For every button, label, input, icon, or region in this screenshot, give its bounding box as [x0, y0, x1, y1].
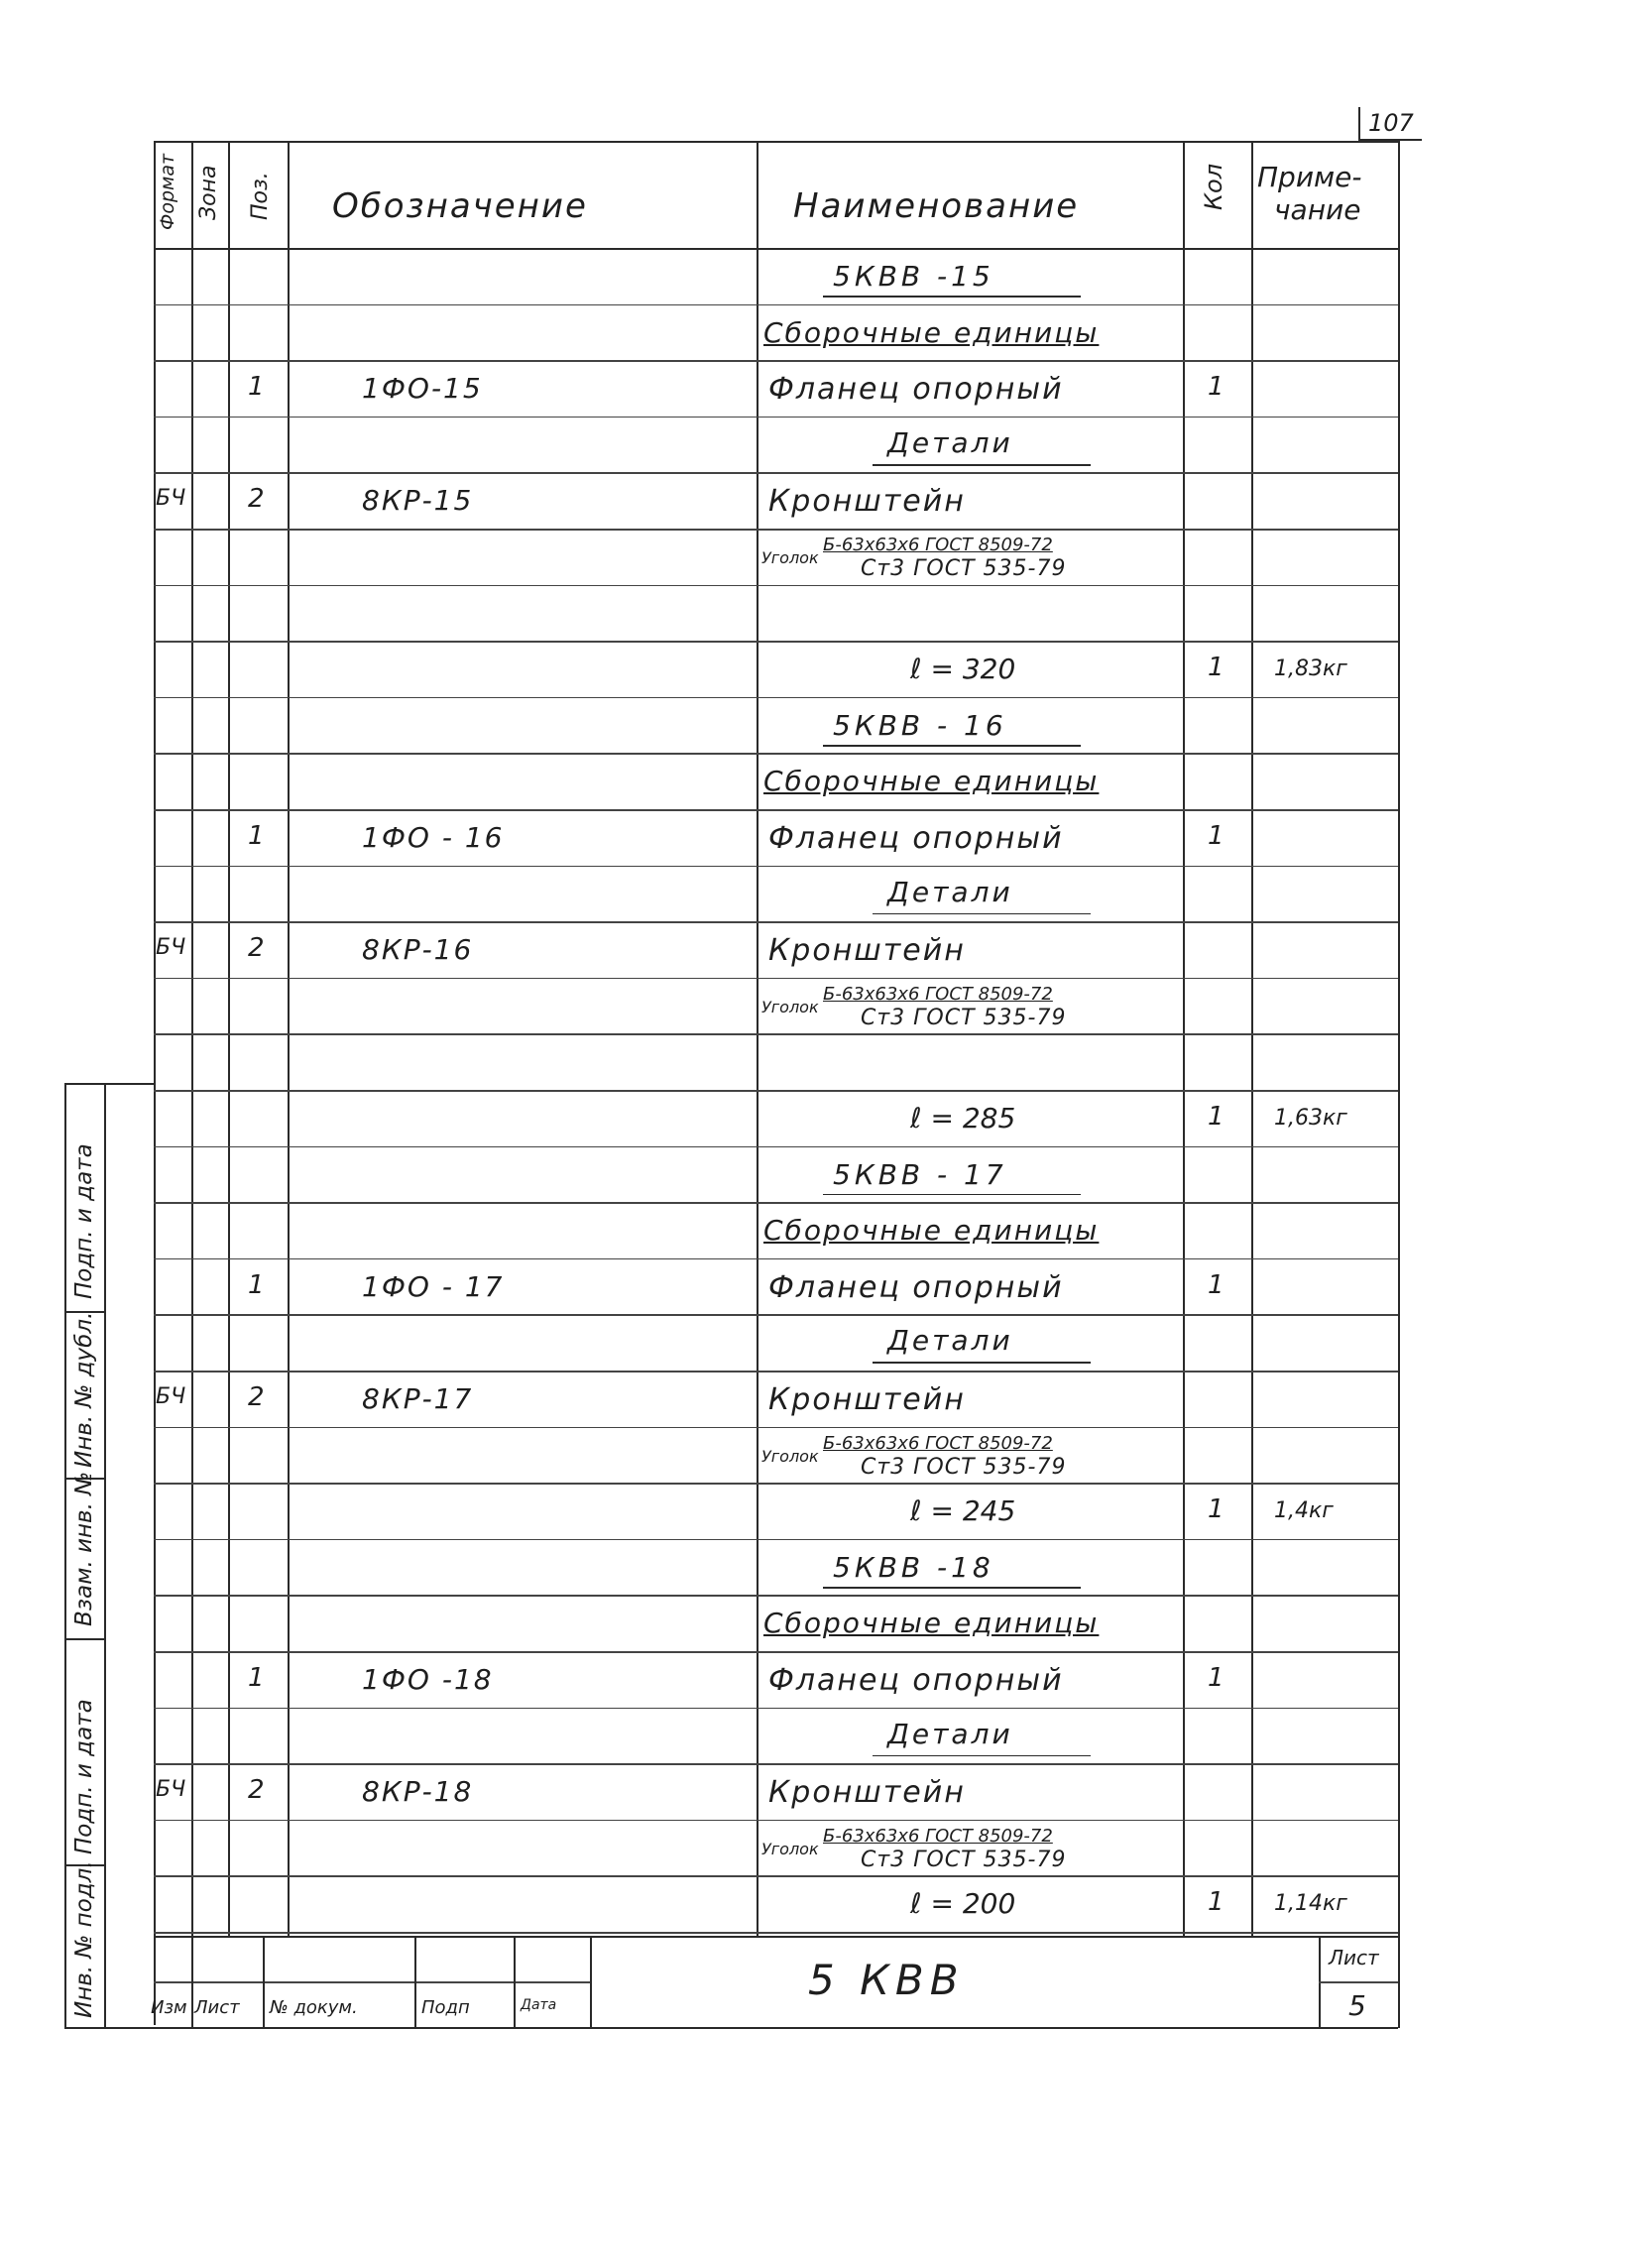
side-label-dup-inv: Инв. № дубл.	[71, 1311, 97, 1468]
pos-cell: 2	[248, 933, 265, 964]
section-heading: Сборочные единицы	[763, 315, 1100, 349]
tb-div-3	[414, 1936, 416, 2027]
designation-cell: 8КР-18	[362, 1775, 474, 1809]
tb-label-sign: Подп	[421, 1997, 470, 2018]
spec-row	[0, 1316, 1633, 1373]
spec-row	[0, 250, 1633, 306]
spec-row	[0, 1260, 1633, 1317]
material-gost: Б-63х63х6 ГОСТ 8509-72	[823, 535, 1053, 555]
side-strip-left	[64, 1083, 66, 2027]
tb-label-sheet: Лист	[194, 1997, 240, 2018]
assembly-title: 5КВВ -18	[833, 1550, 994, 1584]
side-strip-bottom	[64, 2027, 154, 2029]
side-label-replace-inv: Взам. инв. №	[71, 1471, 97, 1626]
material-gost: Б-63х63х6 ГОСТ 8509-72	[823, 1825, 1053, 1847]
name-cell: Кронштейн	[768, 484, 966, 520]
tb-div-4	[514, 1936, 516, 2027]
title-block-top	[154, 1936, 1398, 1938]
assembly-title: 5КВВ - 16	[833, 708, 1007, 742]
designation-cell: 1ФО -18	[362, 1663, 494, 1696]
material-prefix: Уголок	[761, 548, 819, 567]
designation-cell: 8КР-16	[362, 933, 474, 967]
qty-cell: 1	[1208, 653, 1225, 683]
material-prefix: Уголок	[761, 1839, 819, 1858]
header-note-line2: чание	[1274, 193, 1361, 226]
note-cell: 1,63кг	[1274, 1106, 1347, 1131]
material-steel: Ст3 ГОСТ 535-79	[861, 1454, 1067, 1480]
length-value: ℓ = 320	[910, 653, 1016, 686]
spec-row	[0, 1148, 1633, 1205]
pos-cell: 1	[248, 372, 265, 403]
spec-row	[0, 306, 1633, 363]
side-label-sign-date-1: Подп. и дата	[71, 1143, 97, 1299]
pos-cell: 2	[248, 1382, 265, 1412]
length-value: ℓ = 245	[910, 1494, 1016, 1528]
qty-cell: 1	[1208, 1494, 1225, 1525]
length-value: ℓ = 200	[910, 1887, 1016, 1921]
pos-cell: 1	[248, 1269, 265, 1300]
header-designation: Обозначение	[332, 186, 588, 226]
subsection-heading: Детали	[887, 1324, 1013, 1358]
pos-cell: 2	[248, 1775, 265, 1806]
page-number: 107	[1368, 109, 1414, 137]
spec-row	[0, 1710, 1633, 1766]
spec-row	[0, 531, 1633, 587]
spec-row	[0, 587, 1633, 644]
assembly-title: 5КВВ -15	[833, 260, 994, 293]
qty-cell: 1	[1208, 1269, 1225, 1300]
name-cell: Фланец опорный	[768, 372, 1064, 408]
spec-row	[0, 1765, 1633, 1822]
name-cell: Кронштейн	[768, 1775, 966, 1811]
note-cell: 1,4кг	[1274, 1498, 1334, 1524]
spec-row	[0, 1822, 1633, 1878]
spec-row	[0, 362, 1633, 418]
subsection-underline	[873, 1755, 1091, 1757]
format-cell: БЧ	[156, 486, 186, 512]
title-underline	[823, 1587, 1081, 1589]
side-label-sign-date-2: Подп. и дата	[71, 1699, 97, 1854]
spec-row	[0, 699, 1633, 756]
material-prefix: Уголок	[761, 1446, 819, 1466]
material-steel: Ст3 ГОСТ 535-79	[861, 1847, 1067, 1872]
title-block-bottom	[154, 2027, 1398, 2029]
tb-label-doc-no: № докум.	[270, 1997, 358, 2018]
header-qty: Кол	[1200, 163, 1227, 210]
spec-row	[0, 1092, 1633, 1148]
note-cell: 1,83кг	[1274, 657, 1347, 682]
subsection-underline	[873, 1362, 1091, 1364]
name-cell: Кронштейн	[768, 933, 966, 969]
header-note-line1: Приме-	[1257, 161, 1362, 193]
assembly-title: 5КВВ - 17	[833, 1157, 1007, 1191]
row-line	[154, 1932, 1398, 1934]
designation-cell: 8КР-15	[362, 484, 474, 518]
spec-row	[0, 1877, 1633, 1934]
pos-cell: 2	[248, 484, 265, 515]
pos-cell: 1	[248, 821, 265, 851]
side-strip-top	[64, 1083, 154, 1085]
spec-row	[0, 755, 1633, 811]
length-value: ℓ = 285	[910, 1102, 1016, 1134]
designation-cell: 1ФО-15	[362, 372, 483, 406]
subsection-heading: Детали	[887, 425, 1013, 459]
spec-row	[0, 1653, 1633, 1710]
title-underline	[823, 745, 1081, 747]
frame-top	[154, 141, 1398, 143]
side-label-orig-inv: Инв. № подл.	[71, 1860, 97, 2018]
subsection-heading: Детали	[887, 875, 1013, 908]
subsection-underline	[873, 464, 1091, 466]
format-cell: БЧ	[156, 1777, 186, 1803]
format-cell: БЧ	[156, 1384, 186, 1409]
spec-row	[0, 1035, 1633, 1092]
title-underline	[823, 296, 1081, 298]
material-steel: Ст3 ГОСТ 535-79	[861, 556, 1067, 581]
qty-cell: 1	[1208, 1663, 1225, 1693]
name-cell: Кронштейн	[768, 1382, 966, 1417]
designation-cell: 8КР-17	[362, 1382, 474, 1415]
spec-row	[0, 811, 1633, 868]
section-heading: Сборочные единицы	[763, 765, 1100, 798]
section-heading: Сборочные единицы	[763, 1214, 1100, 1248]
header-zone: Зона	[196, 165, 221, 220]
name-cell: Фланец опорный	[768, 1269, 1064, 1305]
title-underline	[823, 1194, 1081, 1196]
material-gost: Б-63х63х6 ГОСТ 8509-72	[823, 1432, 1053, 1454]
subsection-underline	[873, 913, 1091, 915]
material-steel: Ст3 ГОСТ 535-79	[861, 1005, 1067, 1030]
designation-cell: 1ФО - 16	[362, 821, 505, 854]
spec-row	[0, 1485, 1633, 1541]
tb-sheet-div	[1319, 1981, 1398, 1983]
tb-div-2	[263, 1936, 265, 2027]
qty-cell: 1	[1208, 821, 1225, 851]
spec-row	[0, 1204, 1633, 1260]
tb-sheet-label: Лист	[1329, 1946, 1379, 1970]
section-heading: Сборочные единицы	[763, 1607, 1100, 1640]
tb-div-5	[590, 1936, 592, 2027]
name-cell: Фланец опорный	[768, 1663, 1064, 1698]
side-div-3	[64, 1638, 104, 1640]
format-cell: БЧ	[156, 935, 186, 961]
material-gost: Б-63х63х6 ГОСТ 8509-72	[823, 983, 1053, 1005]
name-cell: Фланец опорный	[768, 821, 1064, 856]
spec-row	[0, 474, 1633, 531]
spec-row	[0, 980, 1633, 1036]
note-cell: 1,14кг	[1274, 1891, 1347, 1917]
tb-label-date: Дата	[521, 1997, 557, 2013]
material-prefix: Уголок	[761, 997, 819, 1016]
spec-row	[0, 923, 1633, 980]
document-code: 5 КВВ	[808, 1956, 965, 2004]
header-name: Наименование	[793, 186, 1080, 226]
designation-cell: 1ФО - 17	[362, 1269, 505, 1303]
tb-label-change: Изм	[151, 1997, 187, 2018]
title-block-mid	[154, 1981, 590, 1983]
tb-div-1	[191, 1936, 193, 2027]
qty-cell: 1	[1208, 1887, 1225, 1918]
qty-cell: 1	[1208, 1102, 1225, 1132]
side-strip-mid	[104, 1083, 106, 2027]
header-pos: Поз.	[248, 172, 273, 220]
subsection-heading: Детали	[887, 1717, 1013, 1750]
tb-sheet-number: 5	[1348, 1989, 1366, 2022]
spec-row	[0, 1597, 1633, 1653]
pos-cell: 1	[248, 1663, 265, 1693]
header-format: Формат	[157, 153, 178, 230]
spec-row	[0, 1373, 1633, 1429]
spec-row	[0, 1541, 1633, 1598]
spec-row	[0, 418, 1633, 475]
qty-cell: 1	[1208, 372, 1225, 403]
spec-row	[0, 868, 1633, 924]
spec-row	[0, 1429, 1633, 1486]
spec-row	[0, 643, 1633, 699]
